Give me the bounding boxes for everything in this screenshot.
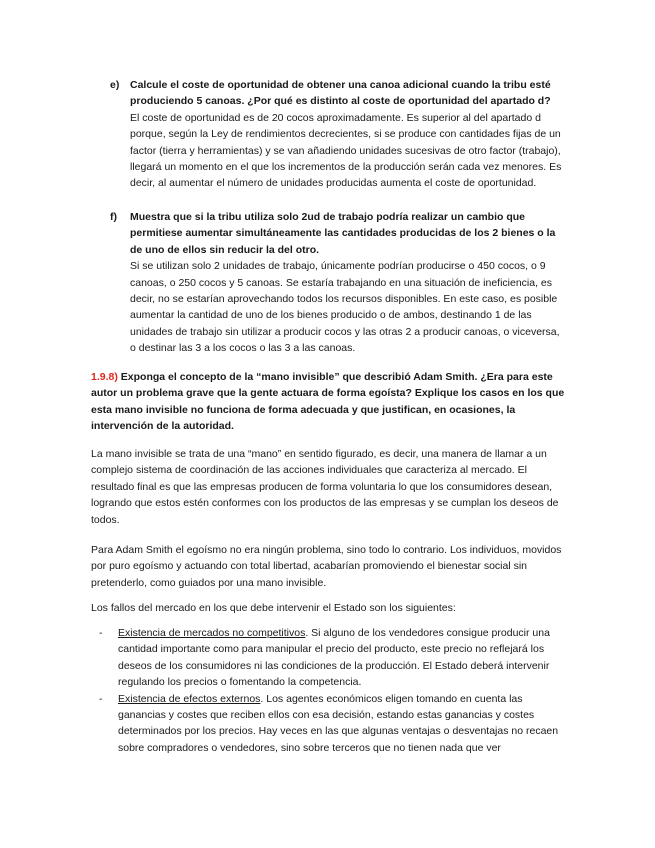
list-item <box>91 625 566 691</box>
section-number: 1.9.8) <box>91 371 118 383</box>
section-heading <box>91 369 566 435</box>
bullet-dash: - <box>99 627 103 639</box>
list-item <box>91 691 566 757</box>
list-item-title: Existencia de efectos externos <box>118 692 261 705</box>
paragraph: Los fallos del mercado en los que debe intervenir el Estado son los siguientes: <box>91 602 456 614</box>
item-answer: El coste de oportunidad es de 20 cocos aproximadamente. Es superior al del apartado d porque, según la Ley de rendimientos decrecientes, si se produce con cantidades fijas de un factor (tierra y herramientas) y se van añadiendo unidades sucesivas de otro factor (trabajo), llegará un momento en el que los incrementos de la producción serán cada vez menores. Es decir, al aumentar el número de unidades producidas aumenta el coste de oportunidad. <box>130 111 562 190</box>
section-question: Exponga el concepto de la “mano invisible” que describió Adam Smith. ¿Era para este autor un problema grave que la gente actuara de forma egoísta? Explique los casos en los que esta mano invisible no funciona de forma adecuada y que justifican, en ocasiones, la intervención de la autoridad. <box>91 371 565 433</box>
paragraph: Para Adam Smith el egoísmo no era ningún problema, sino todo lo contrario. Los individuos, movidos por puro egoísmo y actuando con total libertad, acabarían promoviendo el bienestar social sin pretenderlo, como guiados por una mano invisible. <box>91 544 562 589</box>
item-answer: Si se utilizan solo 2 unidades de trabajo, únicamente podrían producirse o 450 cocos, o 9 canoas, o 250 cocos y 5 canoas. Se estaría trabajando en una situación de ineficiencia, es decir, no se estarían aprovechando todos los recursos disponibles. En este caso, es posible aumentar la cantidad de uno de los bienes producido o de ambos, destinando 1 de las unidades de trabajo sin utilizar a producir cocos y las otras 2 a producir canoas, o viceversa, o destinar las 3 a los cocos o las 3 a las canoas. <box>130 260 560 355</box>
bullet-dash: - <box>99 692 103 705</box>
exercise-item-e <box>110 77 562 192</box>
item-question: Calcule el coste de oportunidad de obtener una canoa adicional cuando la tribu esté produciendo 5 canoas. ¿Por qué es distinto al coste de oportunidad del apartado d? <box>130 79 551 108</box>
list-item-title: Existencia de mercados no competitivos <box>118 627 306 639</box>
item-question: Muestra que si la tribu utiliza solo 2ud de trabajo podría realizar un cambio que permitiese aumentar simultáneamente las cantidades producidas de los 2 bienes o la de uno de ellos sin reducir la del otro. <box>130 211 556 256</box>
exercise-item-f <box>110 209 562 357</box>
list-item-text: . Si alguno de los vendedores consigue producir una cantidad importante como para manipular el precio del producto, este precio no reflejará los deseos de los consumidores ni las condiciones de la producción. El Estado deberá intervenir regulando los precios o fomentando la competencia. <box>118 627 550 689</box>
item-marker: f) <box>110 211 117 223</box>
item-marker: e) <box>110 79 120 91</box>
paragraph: La mano invisible se trata de una “mano” en sentido figurado, es decir, una manera de llamar a un complejo sistema de coordinación de las acciones individuales que caracteriza al mercado. El resultado final es que las empresas producen de forma voluntaria lo que los consumidores desean, logrando que estos estén conformes con los productos de las empresas y se cumplan los deseos de todos. <box>91 448 559 526</box>
market-failures-list <box>91 625 566 756</box>
list-item-text: . Los agentes económicos eligen tomando en cuenta las ganancias y costes que reciben ellos con esa decisión, estando estas ganancias y costes determinados por los precios. Hay veces en las que algunas ventajas o desventajas no recaen sobre compradores o vendedores, sino sobre terceros que no tienen nada que ver <box>118 692 559 754</box>
